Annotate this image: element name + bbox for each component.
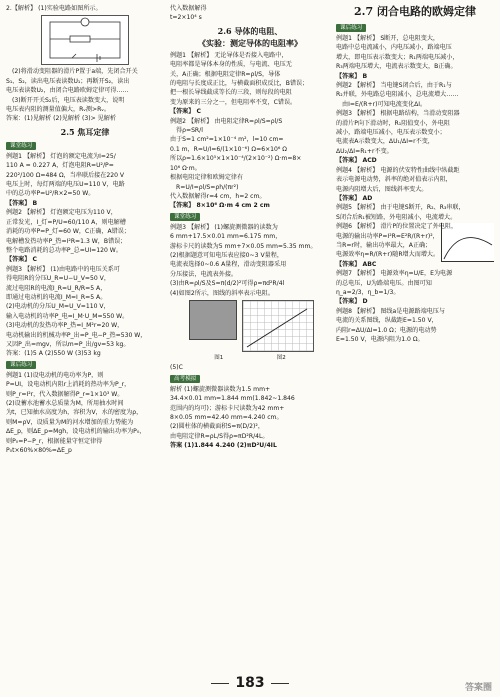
text-line: 根据电阻定律和欧姆定律有	[170, 174, 244, 182]
text-line: 所以ρ=1.6×10⁵×1×10⁻⁴/(2×10⁻²) Ω·m=8×	[170, 155, 302, 163]
text-line: 电压表内阻的测量值偏大，Rᵥ测>Rᵥ。	[6, 106, 110, 114]
answer-line: 答案 (1)1.844 4.240 (2)πD²U/4IL	[170, 442, 277, 450]
text-line: 例题2 【解析】 当电键S闭合后，由于R₁与	[336, 82, 452, 90]
answer-line: 【答案】 ACD	[336, 157, 377, 165]
circuit-diagram-icon	[42, 16, 128, 64]
text-line: η_a=2/3，η_b=1/3。	[336, 288, 400, 296]
text-line: 8×0.05 mm=42.40 mm=4.240 cm。	[170, 414, 283, 421]
text-line: 当R=r时，输出功率最大，A正确；	[336, 241, 432, 249]
text-line: 答案：(1)5 A (2)550 W (3)53 kg	[6, 350, 101, 358]
text-line: (5)C	[170, 364, 183, 372]
text-line: S₁、S₂，读出电压表读数U₁；再断开S₂，读出	[6, 77, 130, 85]
answer-line: 【答案】 ABC	[336, 260, 377, 268]
text-line: 电源效率η=R/(R+r)随R增大而增大。	[336, 251, 440, 259]
text-line: 例题6 【解析】 滑片P的位置决定了外电阻，	[336, 223, 458, 231]
text-line: 电阻率都是导体本身的性质，与电流、电压无	[170, 61, 292, 69]
text-line: 由于S=1 cm²=1×10⁻⁴ m²，l=10 cm=	[170, 136, 284, 144]
text-line: 内阻r=ΔU/ΔI=1.0 Ω；电源的电动势	[336, 326, 437, 334]
section-tag: 高考模拟	[170, 375, 200, 383]
figure-row	[170, 298, 330, 363]
text-line: E=1.50 V，电源内阻为1.0 Ω。	[336, 336, 424, 343]
text-line: 电流表选择0~0.6 A量程，滑动变阻器采用	[170, 261, 287, 269]
answer-line: 【答案】 C	[6, 256, 37, 264]
text-line: 例题3 【解析】 (1)螺旋测微器的读数为	[170, 223, 278, 231]
text-line: 例题2 【解析】 由电阻定律R=ρl/S=ρl/S	[170, 117, 283, 125]
text-line: 答案：(1)见解析 (2)见解析 (3)> 见解析	[6, 115, 116, 123]
text-line: 增大，即电压表示数变大；R₁两端电压减小，	[336, 53, 459, 61]
text-line: 电动机输出的机械功率P_出=P_电−P_热=530 W，	[6, 331, 147, 339]
text-line: 的总电压，U为路端电压。由图可知	[336, 279, 432, 287]
text-line: (2)将滑动变阻器的滑片P置于a端，先闭合开关	[12, 68, 138, 76]
text-line: 例题5 【解析】 由于电键S断开，R₂、R₃串联，	[336, 204, 465, 212]
column-left	[6, 4, 164, 671]
text-line: (2)设蓄水池蓄水总质量为M，所用抽水时间	[6, 400, 124, 407]
section-title-line: 2.6 导体的电阻、	[217, 25, 283, 36]
text-line: (3)断开开关S₂后，电压表读数变大，说明	[12, 96, 125, 104]
answer-line: 【答案】 8×10⁶ Ω·m 4 cm 2 cm	[170, 202, 270, 210]
text-line: (4)如图2所示，图线的斜率表示电阻。	[170, 289, 274, 297]
section-title: 2.5 焦耳定律	[60, 126, 110, 137]
page-number	[0, 675, 500, 691]
text-line: 例题1 【解析】 无论导体是否接入电路中，	[170, 51, 288, 59]
watermark: 答案圈	[464, 683, 492, 693]
text-line: (2)根据题意可知电压表应接0~3 V量程，	[170, 251, 283, 259]
text-line: 110 A = 0.227 A，灯泡电阻R=U²/P=	[6, 162, 114, 170]
text-line: 则P₀=P−P_r，根据能量守恒定律得	[6, 437, 103, 445]
text-line: 解析 (1)螺旋测微器读数为1.5 mm+	[170, 385, 271, 393]
text-line: 例题1 【解析】 S断开，总电阻变大，	[336, 35, 440, 42]
text-line: 表示电源电动势，斜率的绝对值表示内阻，	[336, 176, 452, 184]
text-line: 电源内阻增大后，图线斜率变大。	[336, 185, 428, 193]
text-line: 电路中总电流减小，内电压减小，路端电压	[336, 44, 452, 52]
text-line: 变为原来的三分之一，但电阻率不变，C错误。	[170, 98, 297, 106]
text-line: R₂并联，外电路总电阻减小，总电流增大……	[336, 91, 459, 99]
text-line: 例题1 (1)设电动机的电功率为P，则	[6, 371, 104, 379]
text-line: 例题7 【解析】 电源效率η=U/E，E为电源	[336, 270, 453, 278]
text-line: ΔU₂/ΔI=R₁+r不变。	[336, 147, 393, 155]
text-line: 中的总功率P=U²/R×2=50 W。	[6, 190, 95, 198]
text-line: 例题4 【解析】 电源的伏安特性曲线中纵截距	[336, 166, 460, 174]
text-line: (3)电动机的发热功率P_热=I_M²r=20 W，	[6, 322, 124, 330]
text-line: 则P_r=I²r，代入数据解得P_r=1×10³ W。	[6, 390, 124, 398]
circuit-figure	[41, 15, 129, 65]
text-line: 例题1 【解析】 灯泡的额定电流为I=25/	[6, 152, 116, 160]
text-line: 例题8 【解析】 图线a是电源路端电压与	[336, 307, 445, 315]
text-line: 范围内的均可)；游标卡尺读数为42 mm+	[170, 404, 285, 412]
apparatus-photo	[189, 300, 237, 340]
text-line: 分压接法，电流表外接。	[170, 270, 238, 278]
column-middle	[170, 4, 330, 671]
text-line: 34.4×0.01 mm=1.844 mm(1.842~1.846	[170, 395, 295, 403]
text-line: 减小，路端电压减小，电压表示数变小；	[336, 129, 446, 137]
text-line: 又因P_出=mgv，所以m=P_出/gv=53 kg。	[6, 340, 130, 348]
text-line: 10⁶ Ω·m。	[170, 164, 201, 172]
text-line: 220²/100 Ω=484 Ω，当串联后接在220 V	[6, 171, 125, 179]
text-line: 由电阻定律R=ρL/S得ρ=πD²R/4L。	[170, 432, 269, 440]
text-line: 电压表读数U₂，由闭合电路欧姆定律可得……	[6, 87, 129, 95]
section-tag: 课堂练习	[6, 142, 36, 150]
text-line: 6 mm+17.5×0.01 mm=6.175 mm，	[170, 233, 282, 241]
text-line: 输入电动机的功率P_电=I_M·U_M=550 W。	[6, 312, 129, 320]
figure-caption: 图2	[276, 354, 286, 361]
answer-line: 【答案】 D	[336, 298, 368, 306]
text-line: R₃两端电压增大，电流表示数变大，B正确。	[336, 63, 457, 71]
text-line: 消耗的功率P=P_灯=60 W，C正确，A错误；	[6, 228, 130, 236]
text-line: 的电阻与长度成正比，与横截面积成反比，B错误；	[170, 80, 309, 88]
text-line: 代入数据解得r=4 cm，h=2 cm。	[170, 192, 266, 200]
text-line: 代入数据解得	[170, 5, 207, 12]
text-line: 电解槽发热功率P_热=I²R=1.3 W，B错误；	[6, 237, 127, 245]
column-right	[336, 4, 494, 671]
answer-line: 【答案】 AD	[336, 194, 373, 202]
text-line: 得电阻R的分压U_R=U−U_V=50 V，	[6, 275, 110, 283]
page-number-text: 183	[235, 675, 265, 691]
text-line: S闭合后R₁被短路，外电阻减小，电流增大。	[336, 213, 457, 221]
section-tag: 课后练习	[336, 24, 366, 32]
text-line: 由I=E/(R+r)可知电流变化ΔI。	[342, 100, 427, 108]
text-line: 电流的关系图线，纵截距E=1.50 V，	[336, 317, 438, 325]
text-line: 得ρ=SR/l	[176, 127, 203, 135]
text-line: 整个电路消耗的总功率P_总=UI=120 W。	[6, 246, 122, 254]
section-tag: 课后练习	[6, 361, 36, 369]
answer-line: 【答案】 C	[170, 108, 201, 116]
text-line: 例题3 【解析】 根据电路结构，当滑动变阻器	[336, 110, 460, 118]
text-line: 例题3 【解析】 (1)由电路中的电压关系可	[6, 265, 120, 273]
text-line: 的滑片P向下滑动时，R₁阻值变小，外电阻	[336, 119, 450, 127]
text-line: 把一根长导线截成等长的三段，则每段的电阻	[170, 89, 292, 97]
section-tag: 课堂练习	[170, 213, 200, 221]
section-title	[170, 25, 330, 49]
figure-caption: 图1	[214, 354, 224, 361]
graph-figure	[242, 300, 314, 352]
text-line: 电流表A示数变大，ΔU₁/ΔI=r不变，	[336, 138, 434, 146]
text-line: 关，A正确；根据电阻定律R=ρl/S，导体	[170, 70, 281, 78]
text-line: P₀t×60%×80%=ΔE_p	[6, 447, 72, 455]
section-title-line: 《实验：测定导体的电阻率》	[198, 37, 302, 48]
text-line: t=2×10⁴ s	[170, 14, 202, 22]
text-line: ΔE_p，则ΔE_p=Mgh，设电动机的输出功率为P₀，	[6, 428, 146, 436]
text-line: 0.1 m，R=U/I=6/(1×10⁻⁶) Ω=6×10⁶ Ω	[170, 145, 287, 153]
text-line: (2)电动机的分压U_M=U_V=110 V，	[6, 303, 110, 311]
text-line: 正常发光，I_灯=P/U=60/110 A，则电解槽	[6, 218, 126, 226]
text-line: (2)圆柱体的横截面积S=π(D/2)²，	[170, 423, 264, 431]
text-line: 2.【解析】 (1)实验电路如图所示。	[6, 5, 102, 12]
answer-line: 【答案】 B	[336, 72, 368, 80]
chapter-title: 2.7 闭合电路的欧姆定律	[354, 5, 476, 18]
text-line: 电源的输出功率P=I²R=E²R/(R+r)²，	[336, 232, 439, 240]
text-line: 游标卡尺的读数为5 mm+7×0.05 mm=5.35 mm。	[170, 242, 317, 250]
text-line: R=U/I=ρl/S=ρh/(πr²)	[176, 183, 239, 191]
text-line: P=UI，设电动机内阻r上消耗的热功率为P_r，	[6, 381, 131, 389]
line-graph-icon	[243, 301, 313, 351]
text-line: 例题2 【解析】 灯泡额定电压为110 V，	[6, 209, 117, 217]
text-line: 则M=ρV，设质量为M的河水增加的重力势能为	[6, 418, 134, 426]
text-line: (3)由R=ρl/S及S=π(d/2)²可得ρ=πd²R/4l	[170, 280, 285, 288]
answer-line: 【答案】 B	[6, 199, 38, 207]
text-line: 即通过电动机的电流I_M=I_R=5 A。	[6, 293, 107, 301]
text-line: 流过电阻R的电流I_R=U_R/R=5 A，	[6, 284, 107, 292]
text-line: 电压上时，每灯两端的电压U=110 V，电路	[6, 181, 125, 189]
text-line: 为t，已知抽水高度为h，容积为V，水的密度为ρ，	[6, 409, 143, 417]
